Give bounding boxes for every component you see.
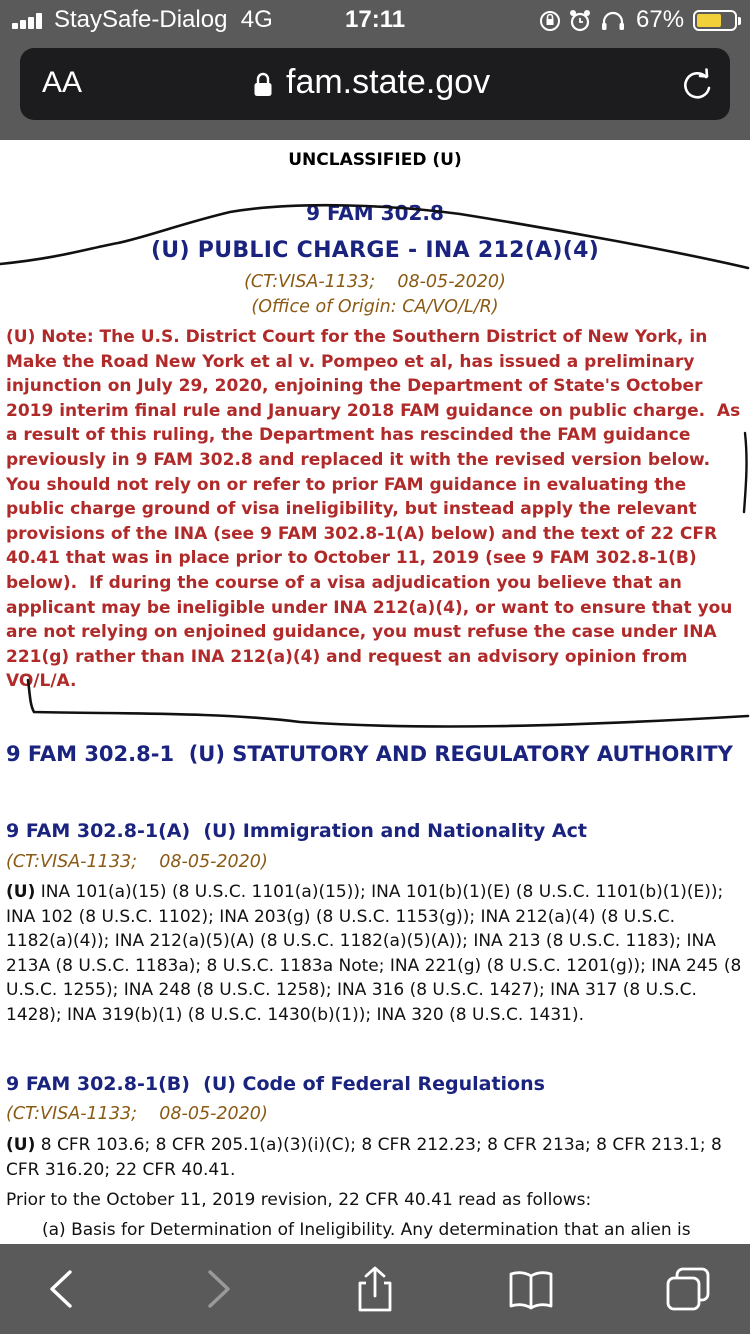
subsection-a-heading[interactable]: 9 FAM 302.8-1(A) (U) Immigration and Nationality Act [6, 820, 587, 842]
subsection-b-ct: (CT:VISA-1133; 08-05-2020) [6, 1104, 268, 1124]
browser-toolbar [0, 1244, 750, 1334]
ina-citations: INA 101(a)(15) (8 U.S.C. 1101(a)(15)); INA 101(b)(1)(E) (8 U.S.C. 1101(b)(1)(E)); INA 102 (8 U.S.C. 1102); INA 203(g) (8 U.S.C. 1153(g)); INA 212(a)(4) (8 U.S.C. 1182(a)(4)); INA 212(a)(5)(A) (8 U.S.C. 1182(a)(5)(A)); INA 213 (8 U.S.C. 1183); INA 213A (8 U.S.C. 1183a); 8 U.S.C. 1183a Note; INA 221(g) (8 U.S.C. 1201(g)); INA 245 (8 U.S.C. 1255); INA 248 (8 U.S.C. 1258); INA 316 (8 U.S.C. 1427); INA 317 (8 U.S.C. 1428); INA 319(b)(1) (8 U.S.C. 1430(b)(1)); INA 320 (8 U.S.C. 1431). [6, 882, 742, 1025]
cfr-citations: 8 CFR 103.6; 8 CFR 205.1(a)(3)(i)(C); 8 CFR 212.23; 8 CFR 213a; 8 CFR 213.1; 8 CFR 316.20; 22 CFR 40.41. [6, 1135, 722, 1180]
lock-icon [253, 72, 273, 98]
classification-marker: (U) [6, 1135, 36, 1155]
battery-percent: 67% [636, 6, 685, 33]
battery-icon [693, 10, 737, 31]
subsection-b-heading[interactable]: 9 FAM 302.8-1(B) (U) Code of Federal Regulations [6, 1073, 545, 1095]
subsection-b-body [6, 1133, 746, 1182]
browser-chrome-top [0, 0, 750, 140]
office-of-origin: (Office of Origin: CA/VO/L/R) [251, 297, 499, 317]
chevron-right-icon[interactable] [194, 1266, 240, 1312]
classification-label: UNCLASSIFIED (U) [288, 150, 462, 170]
clock: 17:11 [345, 6, 406, 33]
change-transmittal: (CT:VISA-1133; 08-05-2020) [244, 272, 506, 292]
book-icon[interactable] [508, 1266, 554, 1312]
signal-strength-icon [12, 13, 46, 29]
prior-text-intro: Prior to the October 11, 2019 revision, 22 CFR 40.41 read as follows: [6, 1190, 592, 1210]
document-number: 9 FAM 302.8 [306, 201, 444, 225]
classification-marker: (U) [6, 882, 36, 902]
section-heading[interactable]: 9 FAM 302.8-1 (U) STATUTORY AND REGULATORY AUTHORITY [6, 742, 733, 766]
address-bar[interactable] [20, 48, 730, 120]
tabs-icon[interactable] [665, 1266, 711, 1312]
chevron-left-icon[interactable] [40, 1266, 86, 1312]
carrier-name: StaySafe-Dialog 4G [54, 6, 273, 33]
share-icon[interactable] [352, 1266, 398, 1312]
clause-a: (a) Basis for Determination of Ineligibility. Any determination that an alien is [42, 1220, 691, 1240]
injunction-note: (U) Note: The U.S. District Court for the Southern District of New York, in Make the Road New York et al v. Pompeo et al, has issued a preliminary injunction on July 29, 2020, enjoining the Department of State's October 2019 interim final rule and January 2018 FAM guidance on public charge. As a result of this ruling, the Department has rescinded the FAM guidance previously in 9 FAM 302.8 and replaced it with the revised version below. You should not rely on or refer to prior FAM guidance in evaluating the public charge ground of visa ineligibility, but instead apply the relevant provisions of the INA (see 9 FAM 302.8-1(A) below) and the text of 22 CFR 40.41 that was in place prior to October 11, 2019 (see 9 FAM 302.8-1(B) below). If during the course of a visa adjudication you believe that an applicant may be ineligible under INA 212(a)(4), or want to ensure that you are not relying on enjoined guidance, you must refuse the case under INA 221(g) rather than INA 212(a)(4) and request an advisory opinion from VO/L/A. [6, 327, 747, 692]
rotation-lock-icon [541, 12, 559, 30]
url-domain[interactable]: fam.state.gov [286, 63, 491, 101]
text-size-button[interactable]: AA [42, 66, 83, 99]
reload-icon[interactable] [680, 68, 714, 102]
subsection-a-ct: (CT:VISA-1133; 08-05-2020) [6, 852, 268, 872]
status-icons [540, 8, 630, 34]
web-page-content[interactable] [0, 140, 750, 1244]
alarm-icon [570, 10, 590, 30]
network-type: 4G [240, 6, 273, 33]
document-title: (U) PUBLIC CHARGE - INA 212(A)(4) [150, 238, 600, 263]
status-bar [0, 0, 750, 40]
subsection-a-body [6, 880, 746, 1027]
headphones-icon [602, 13, 624, 30]
